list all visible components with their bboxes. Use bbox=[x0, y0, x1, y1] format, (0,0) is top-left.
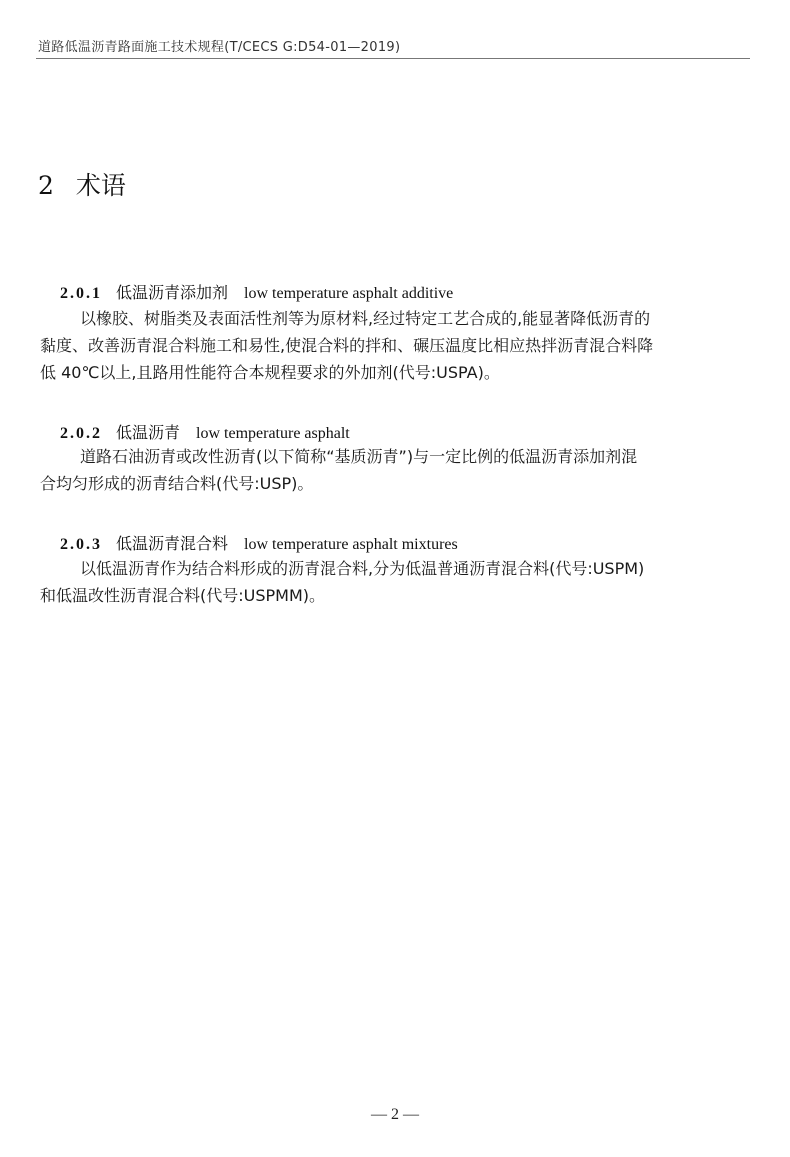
term-heading bbox=[60, 280, 453, 303]
definition-line: 和低温改性沥青混合料(代号:USPMM)。 bbox=[40, 586, 326, 605]
term-heading bbox=[60, 531, 458, 554]
chapter-title bbox=[38, 166, 126, 202]
term-name-en: low temperature asphalt mixtures bbox=[244, 536, 458, 553]
term-definition bbox=[40, 443, 752, 497]
term-name-zh: 低温沥青 bbox=[116, 423, 181, 442]
definition-line: 黏度、改善沥青混合料施工和易性,使混合料的拌和、碾压温度比相应热拌沥青混合料降 bbox=[40, 336, 654, 355]
term-number: 2.0.1 bbox=[60, 285, 102, 302]
term-number: 2.0.2 bbox=[60, 425, 102, 442]
term-name-en: low temperature asphalt bbox=[196, 425, 350, 442]
header-rule bbox=[36, 58, 750, 59]
term-heading bbox=[60, 420, 350, 443]
chapter-title-text: 术语 bbox=[75, 171, 126, 200]
definition-line: 以低温沥青作为结合料形成的沥青混合料,分为低温普通沥青混合料(代号:USPM) bbox=[80, 559, 645, 578]
term-name-zh: 低温沥青混合料 bbox=[116, 534, 229, 553]
definition-line: 低 40℃以上,且路用性能符合本规程要求的外加剂(代号:USPA)。 bbox=[40, 363, 500, 382]
running-header: 道路低温沥青路面施工技术规程(T/CECS G:D54-01—2019) bbox=[38, 40, 401, 55]
term-number: 2.0.3 bbox=[60, 536, 102, 553]
term-definition bbox=[40, 305, 752, 386]
definition-line: 合均匀形成的沥青结合料(代号:USP)。 bbox=[40, 474, 314, 493]
definition-line: 以橡胶、树脂类及表面活性剂等为原材料,经过特定工艺合成的,能显著降低沥青的 bbox=[80, 309, 651, 328]
term-definition bbox=[40, 555, 752, 609]
page-number: — 2 — bbox=[371, 1106, 419, 1123]
definition-line: 道路石油沥青或改性沥青(以下简称“基质沥青”)与一定比例的低温沥青添加剂混 bbox=[80, 447, 638, 466]
term-name-en: low temperature asphalt additive bbox=[244, 285, 454, 302]
term-name-zh: 低温沥青添加剂 bbox=[116, 283, 229, 302]
chapter-number: 2 bbox=[38, 171, 54, 200]
